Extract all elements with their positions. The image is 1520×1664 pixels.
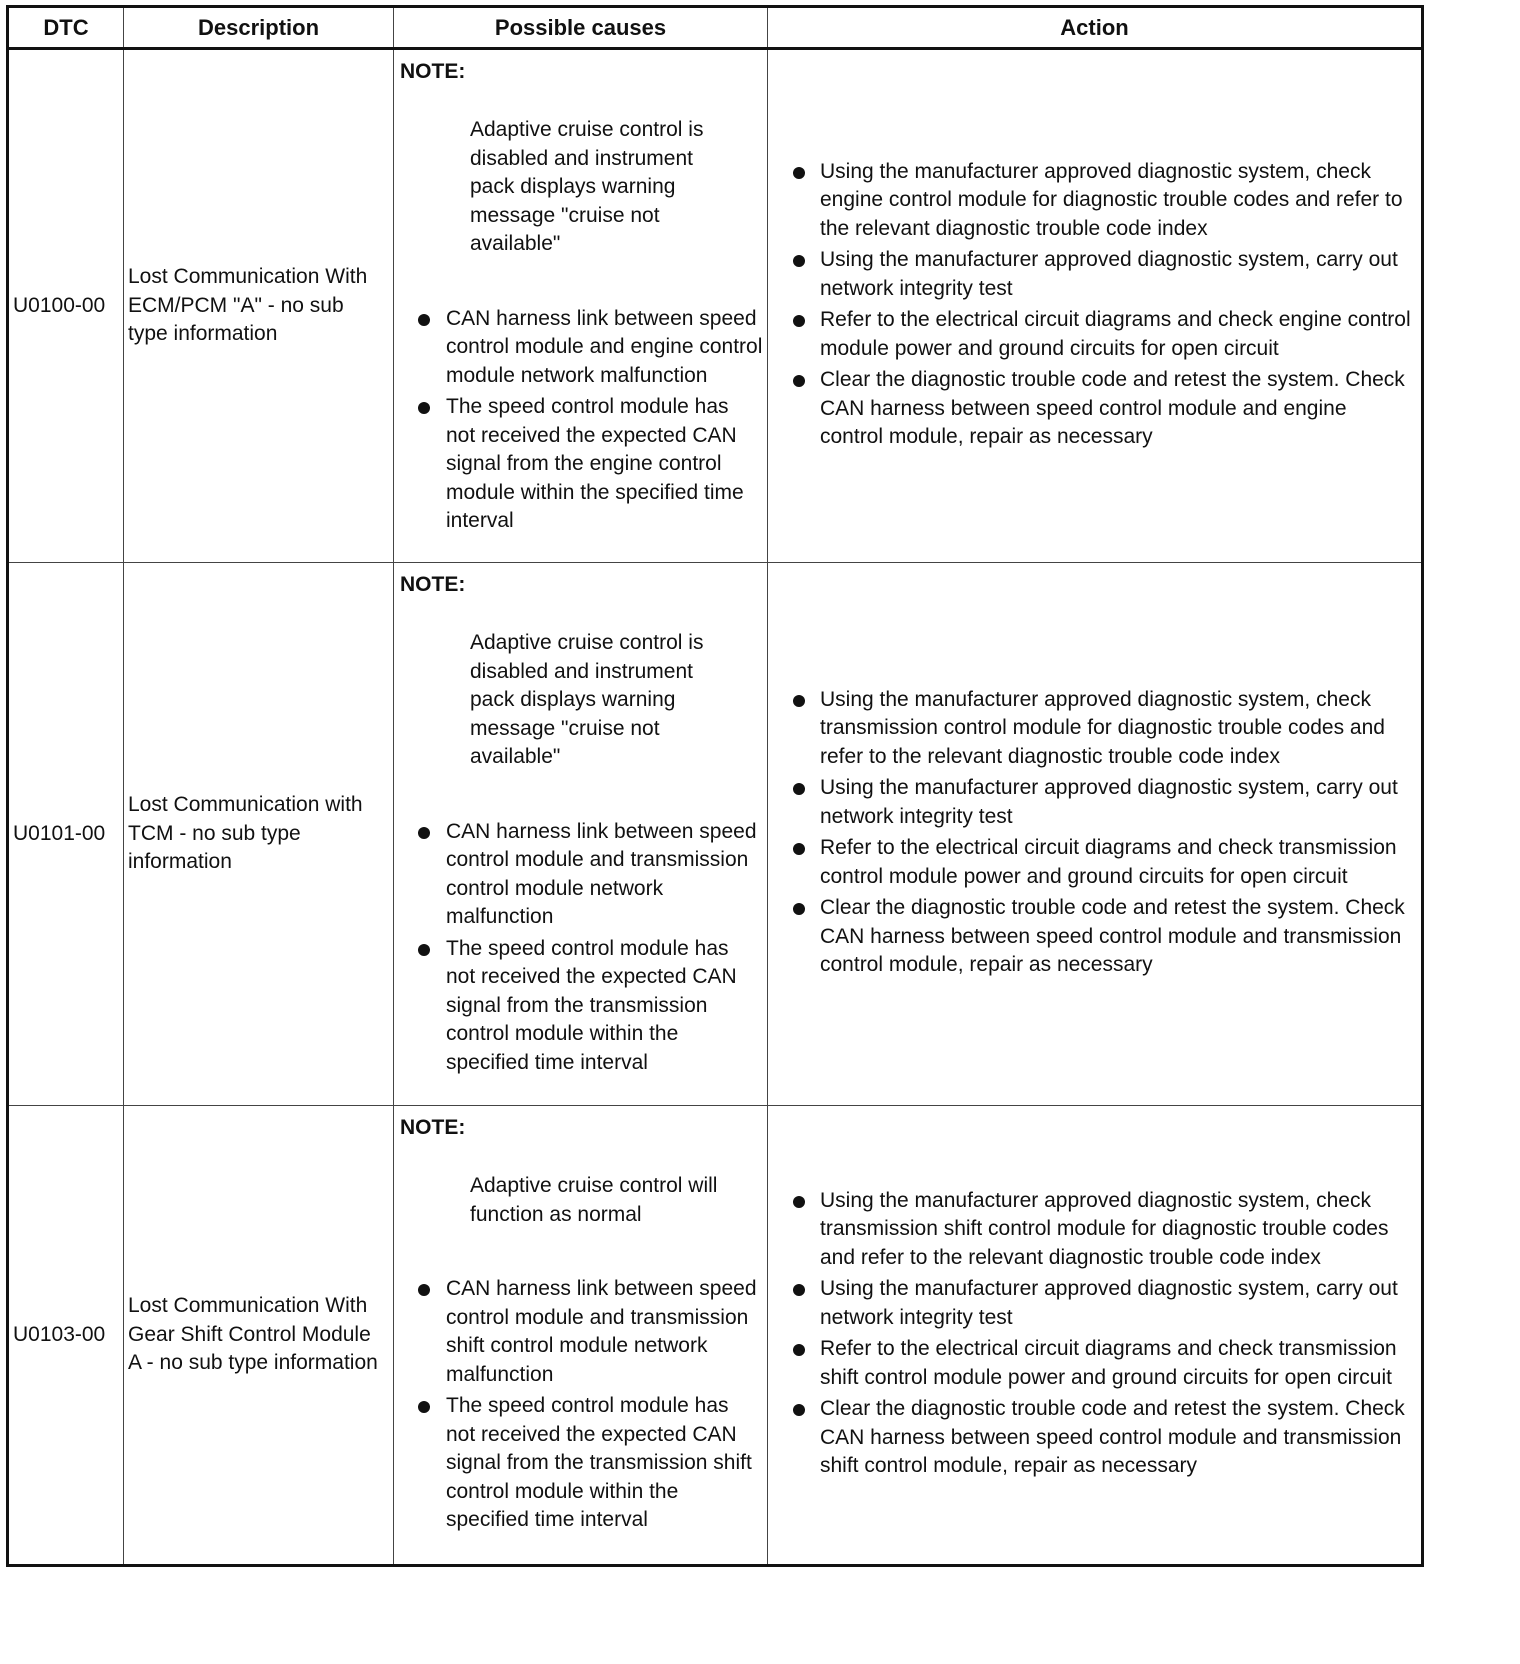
dtc-table [6,5,1424,1567]
bullet-icon [793,167,805,179]
actions-list [772,158,1415,452]
bullet-icon [418,314,430,326]
actions-list [772,1187,1415,1481]
list-item [772,834,1415,891]
bullet-icon [418,827,430,839]
action-text: Clear the diagnostic trouble code and retest the system. Check CAN harness between speed control module and transmission shift control module, repair as necessary [820,1397,1405,1477]
bullet-icon [793,1196,805,1208]
dtc-description: Lost Communication With Gear Shift Control Module A - no sub type information [124,1106,394,1566]
header-action: Action [768,7,1423,49]
list-item [400,1275,763,1389]
note-label: NOTE: [400,1116,466,1139]
list-item [400,935,763,1078]
bullet-icon [793,375,805,387]
header-causes: Possible causes [394,7,768,49]
action-text: Using the manufacturer approved diagnostic system, check transmission shift control module for diagnostic trouble codes and refer to the relevant diagnostic trouble code index [820,1188,1389,1269]
action-text: Using the manufacturer approved diagnostic system, carry out network integrity test [820,248,1398,300]
bullet-icon [793,783,805,795]
dtc-code: U0100-00 [8,49,124,563]
table-row [8,563,1423,1106]
note-label: NOTE: [400,60,466,83]
action-cell [768,49,1423,563]
header-dtc: DTC [8,7,124,49]
bullet-icon [418,1401,430,1413]
action-text: Clear the diagnostic trouble code and retest the system. Check CAN harness between speed control module and engine control module, repair as necessary [820,368,1405,448]
bullet-icon [793,843,805,855]
possible-causes [394,563,768,1106]
bullet-icon [793,1404,805,1416]
bullet-icon [418,944,430,956]
cause-text: CAN harness link between speed control module and transmission shift control module network malfunction [446,1277,757,1386]
list-item [772,158,1415,244]
possible-causes [394,1106,768,1566]
list-item [772,1335,1415,1392]
cause-text: The speed control module has not received the expected CAN signal from the transmission control module within the specified time interval [446,936,737,1074]
bullet-icon [793,315,805,327]
list-item [400,818,763,932]
list-item [400,393,763,536]
note-text: Adaptive cruise control is disabled and instrument pack displays warning message "cruise not available" [470,118,704,255]
causes-list [400,1275,763,1535]
bullet-icon [793,1344,805,1356]
bullet-icon [793,903,805,915]
cause-text: The speed control module has not received the expected CAN signal from the transmission shift control module within the specified time interval [446,1394,752,1531]
causes-list [400,818,763,1078]
action-text: Using the manufacturer approved diagnostic system, carry out network integrity test [820,1277,1398,1329]
dtc-description: Lost Communication with TCM - no sub type information [124,563,394,1106]
header-row [8,7,1423,49]
dtc-description: Lost Communication With ECM/PCM "A" - no sub type information [124,49,394,563]
action-text: Clear the diagnostic trouble code and retest the system. Check CAN harness between speed control module and transmission control module, repair as necessary [820,896,1405,976]
action-text: Using the manufacturer approved diagnostic system, check transmission control module for diagnostic trouble codes and refer to the relevant diagnostic trouble code index [820,687,1385,768]
header-description: Description [124,7,394,49]
list-item [772,246,1415,303]
list-item [400,305,763,391]
action-text: Refer to the electrical circuit diagrams and check engine control module power and ground circuits for open circuit [820,308,1411,360]
action-cell [768,563,1423,1106]
list-item [772,894,1415,980]
list-item [400,1392,763,1535]
action-text: Using the manufacturer approved diagnostic system, check engine control module for diagnostic trouble codes and refer to the relevant diagnostic trouble code index [820,159,1403,240]
possible-causes [394,49,768,563]
bullet-icon [418,1284,430,1296]
list-item [772,366,1415,452]
action-cell [768,1106,1423,1566]
cause-text: The speed control module has not received the expected CAN signal from the engine control module within the specified time interval [446,395,744,532]
note-label: NOTE: [400,573,466,596]
table-row [8,49,1423,563]
list-item [772,1395,1415,1481]
list-item [772,686,1415,772]
list-item [772,774,1415,831]
dtc-code: U0103-00 [8,1106,124,1566]
list-item [772,306,1415,363]
cause-text: CAN harness link between speed control module and transmission control module network malfunction [446,819,757,928]
action-text: Refer to the electrical circuit diagrams and check transmission shift control module power and ground circuits for open circuit [820,1337,1397,1389]
bullet-icon [793,695,805,707]
bullet-icon [793,1284,805,1296]
cause-text: CAN harness link between speed control module and engine control module network malfunction [446,306,763,387]
action-text: Using the manufacturer approved diagnostic system, carry out network integrity test [820,776,1398,828]
actions-list [772,686,1415,980]
note-text: Adaptive cruise control will function as normal [470,1174,718,1226]
action-text: Refer to the electrical circuit diagrams and check transmission control module power and ground circuits for open circuit [820,836,1397,888]
table-row [8,1106,1423,1566]
bullet-icon [793,255,805,267]
note-text: Adaptive cruise control is disabled and instrument pack displays warning message "cruise not available" [470,631,704,768]
bullet-icon [418,402,430,414]
causes-list [400,305,763,536]
list-item [772,1187,1415,1273]
dtc-code: U0101-00 [8,563,124,1106]
list-item [772,1275,1415,1332]
